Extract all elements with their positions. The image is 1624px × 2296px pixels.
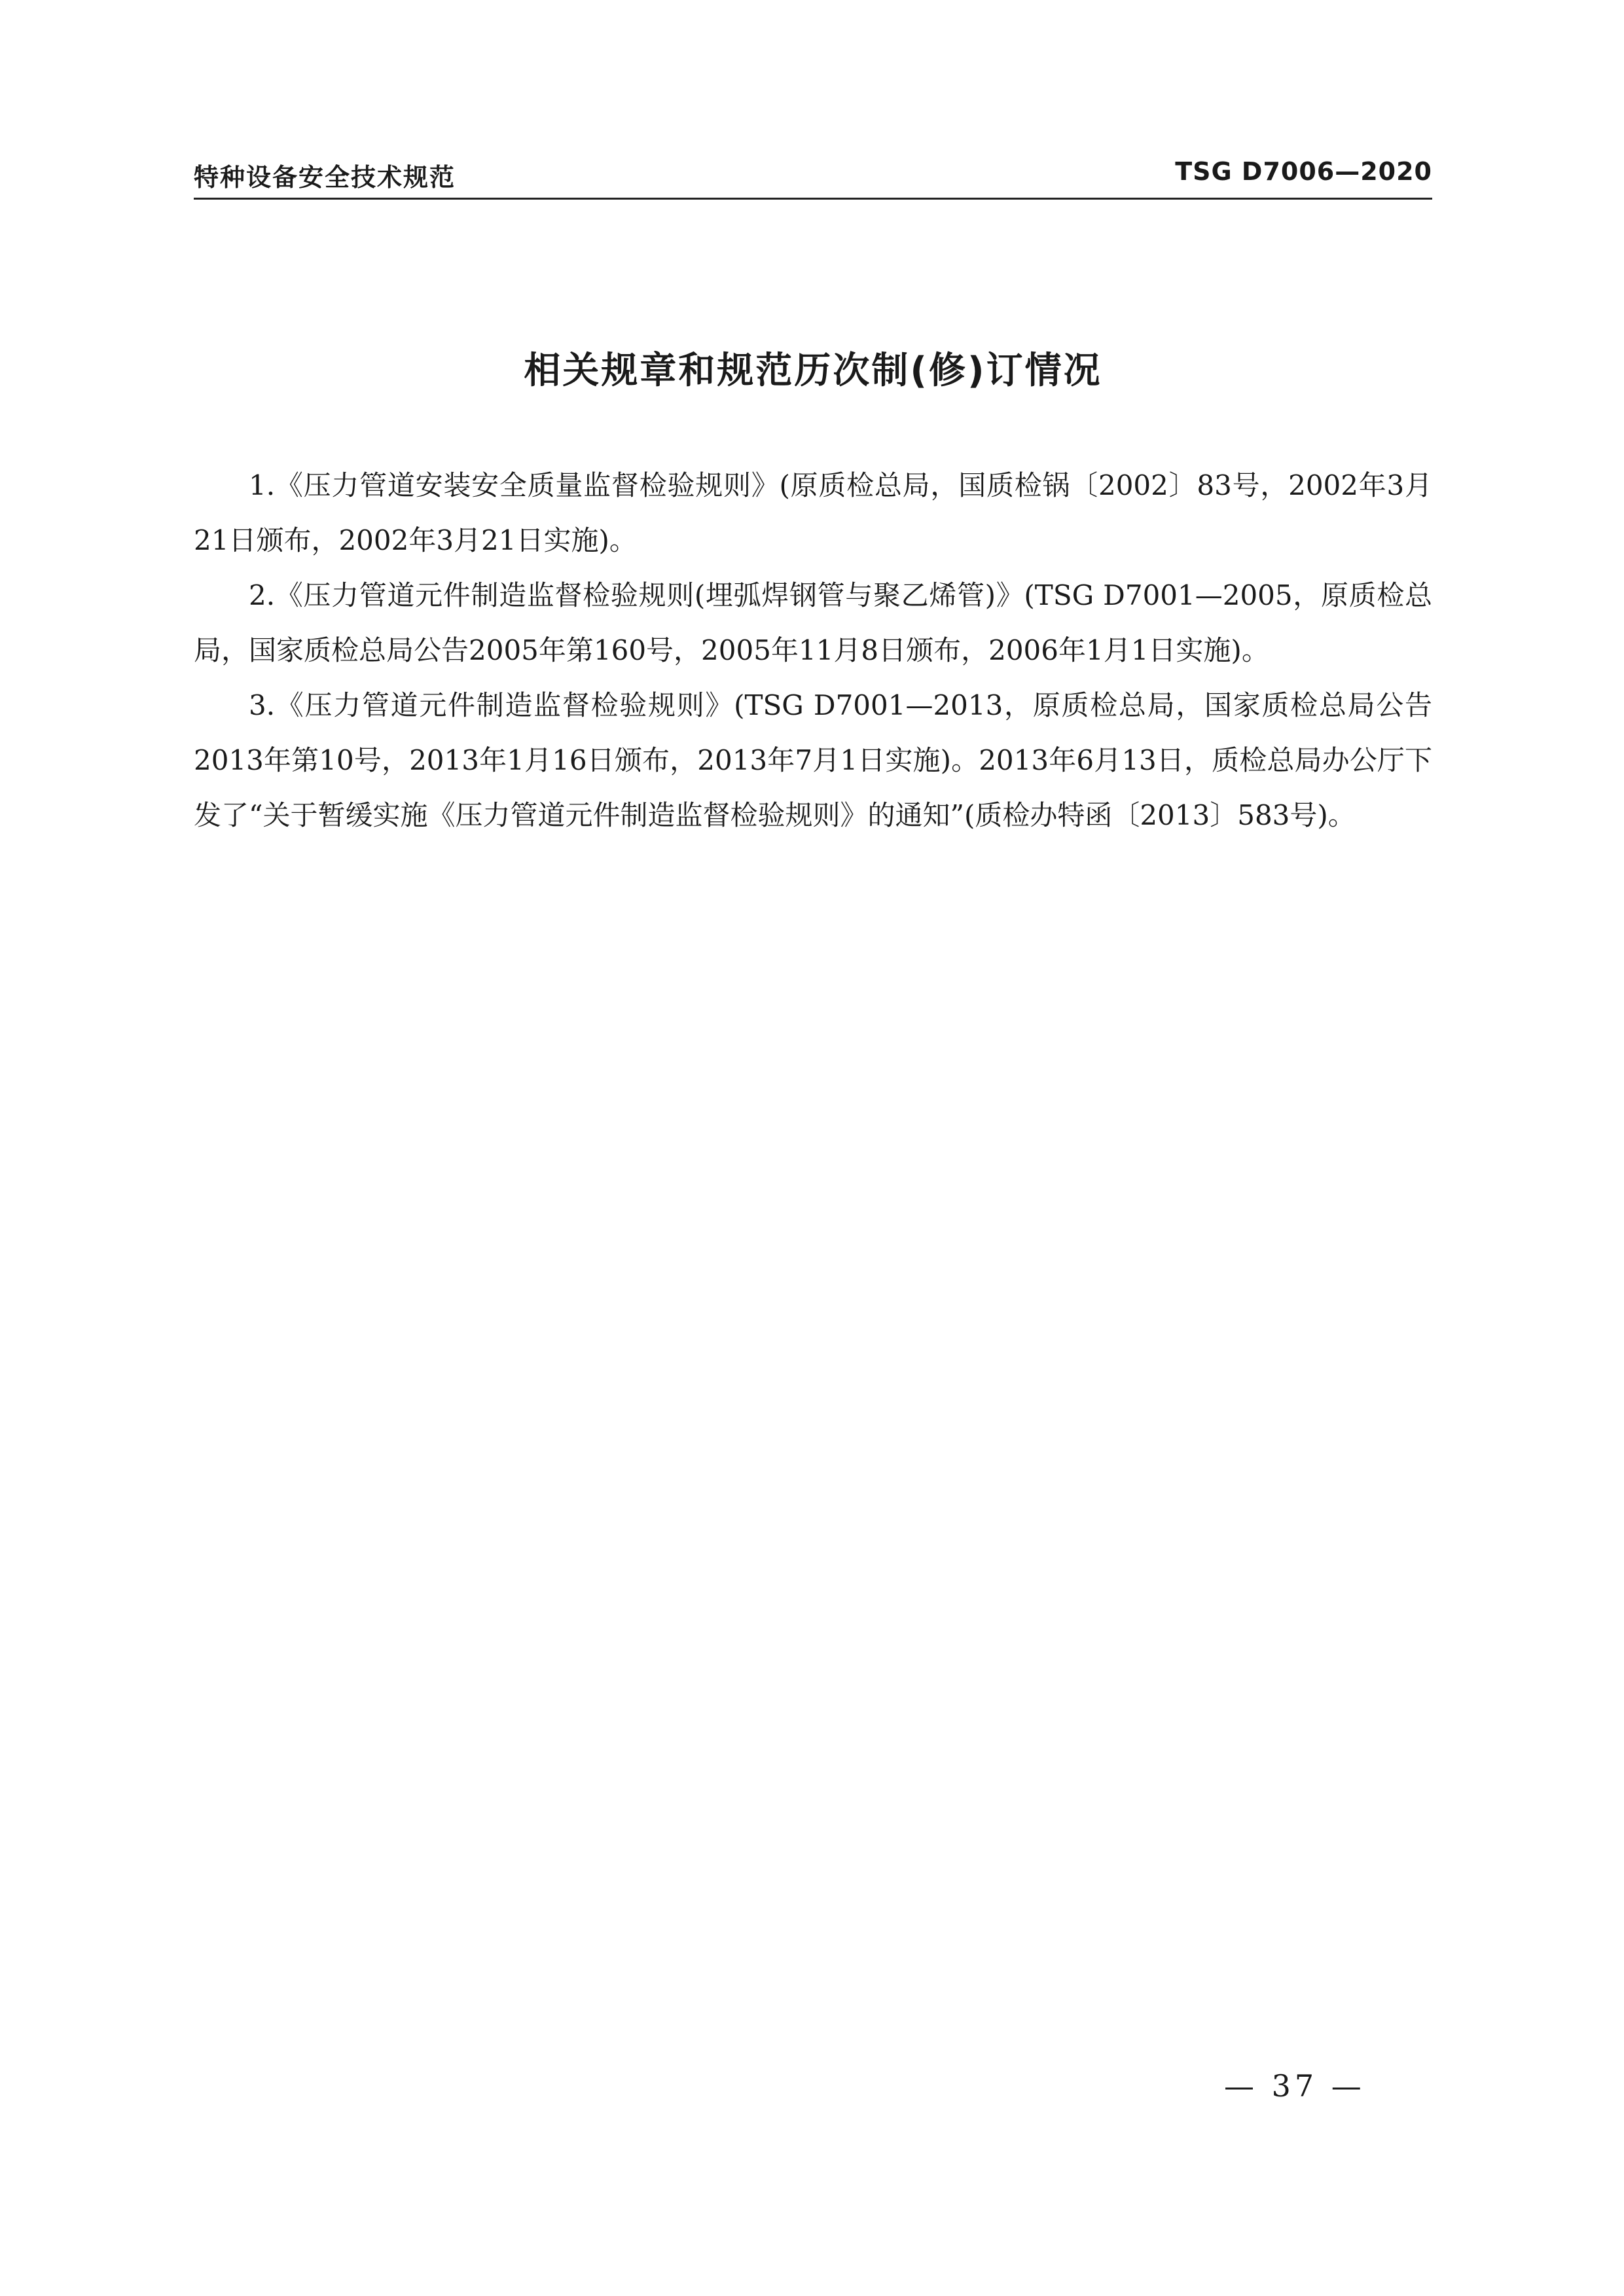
- header-divider: [194, 198, 1432, 200]
- paragraph-item-3: 3.《压力管道元件制造监督检验规则》(TSG D7001—2013，原质检总局，国家质检总局公告2013年第10号，2013年1月16日颁布，2013年7月1日实施)。2013年6月13日，质检总局办公厅下发了“关于暂缓实施《压力管道元件制造监督检验规则》的通知”(质检办特函〔2013〕583号)。: [194, 689, 1432, 831]
- paragraph-item-2: 2.《压力管道元件制造监督检验规则(埋弧焊钢管与聚乙烯管)》(TSG D7001—2005，原质检总局，国家质检总局公告2005年第160号，2005年11月8日颁布，2006年1月1日实施)。: [194, 579, 1432, 666]
- header-standard-code: TSG D7006—2020: [1175, 157, 1432, 186]
- header-series-title: 特种设备安全技术规范: [194, 163, 456, 192]
- document-body: [194, 458, 1432, 843]
- page-title: 相关规章和规范历次制(修)订情况: [524, 350, 1102, 392]
- paragraph-item-1: 1.《压力管道安装安全质量监督检验规则》(原质检总局，国质检锅〔2002〕83号，2002年3月21日颁布，2002年3月21日实施)。: [194, 469, 1432, 556]
- page-number: — 37 —: [1224, 2068, 1365, 2104]
- running-header: [194, 152, 1432, 196]
